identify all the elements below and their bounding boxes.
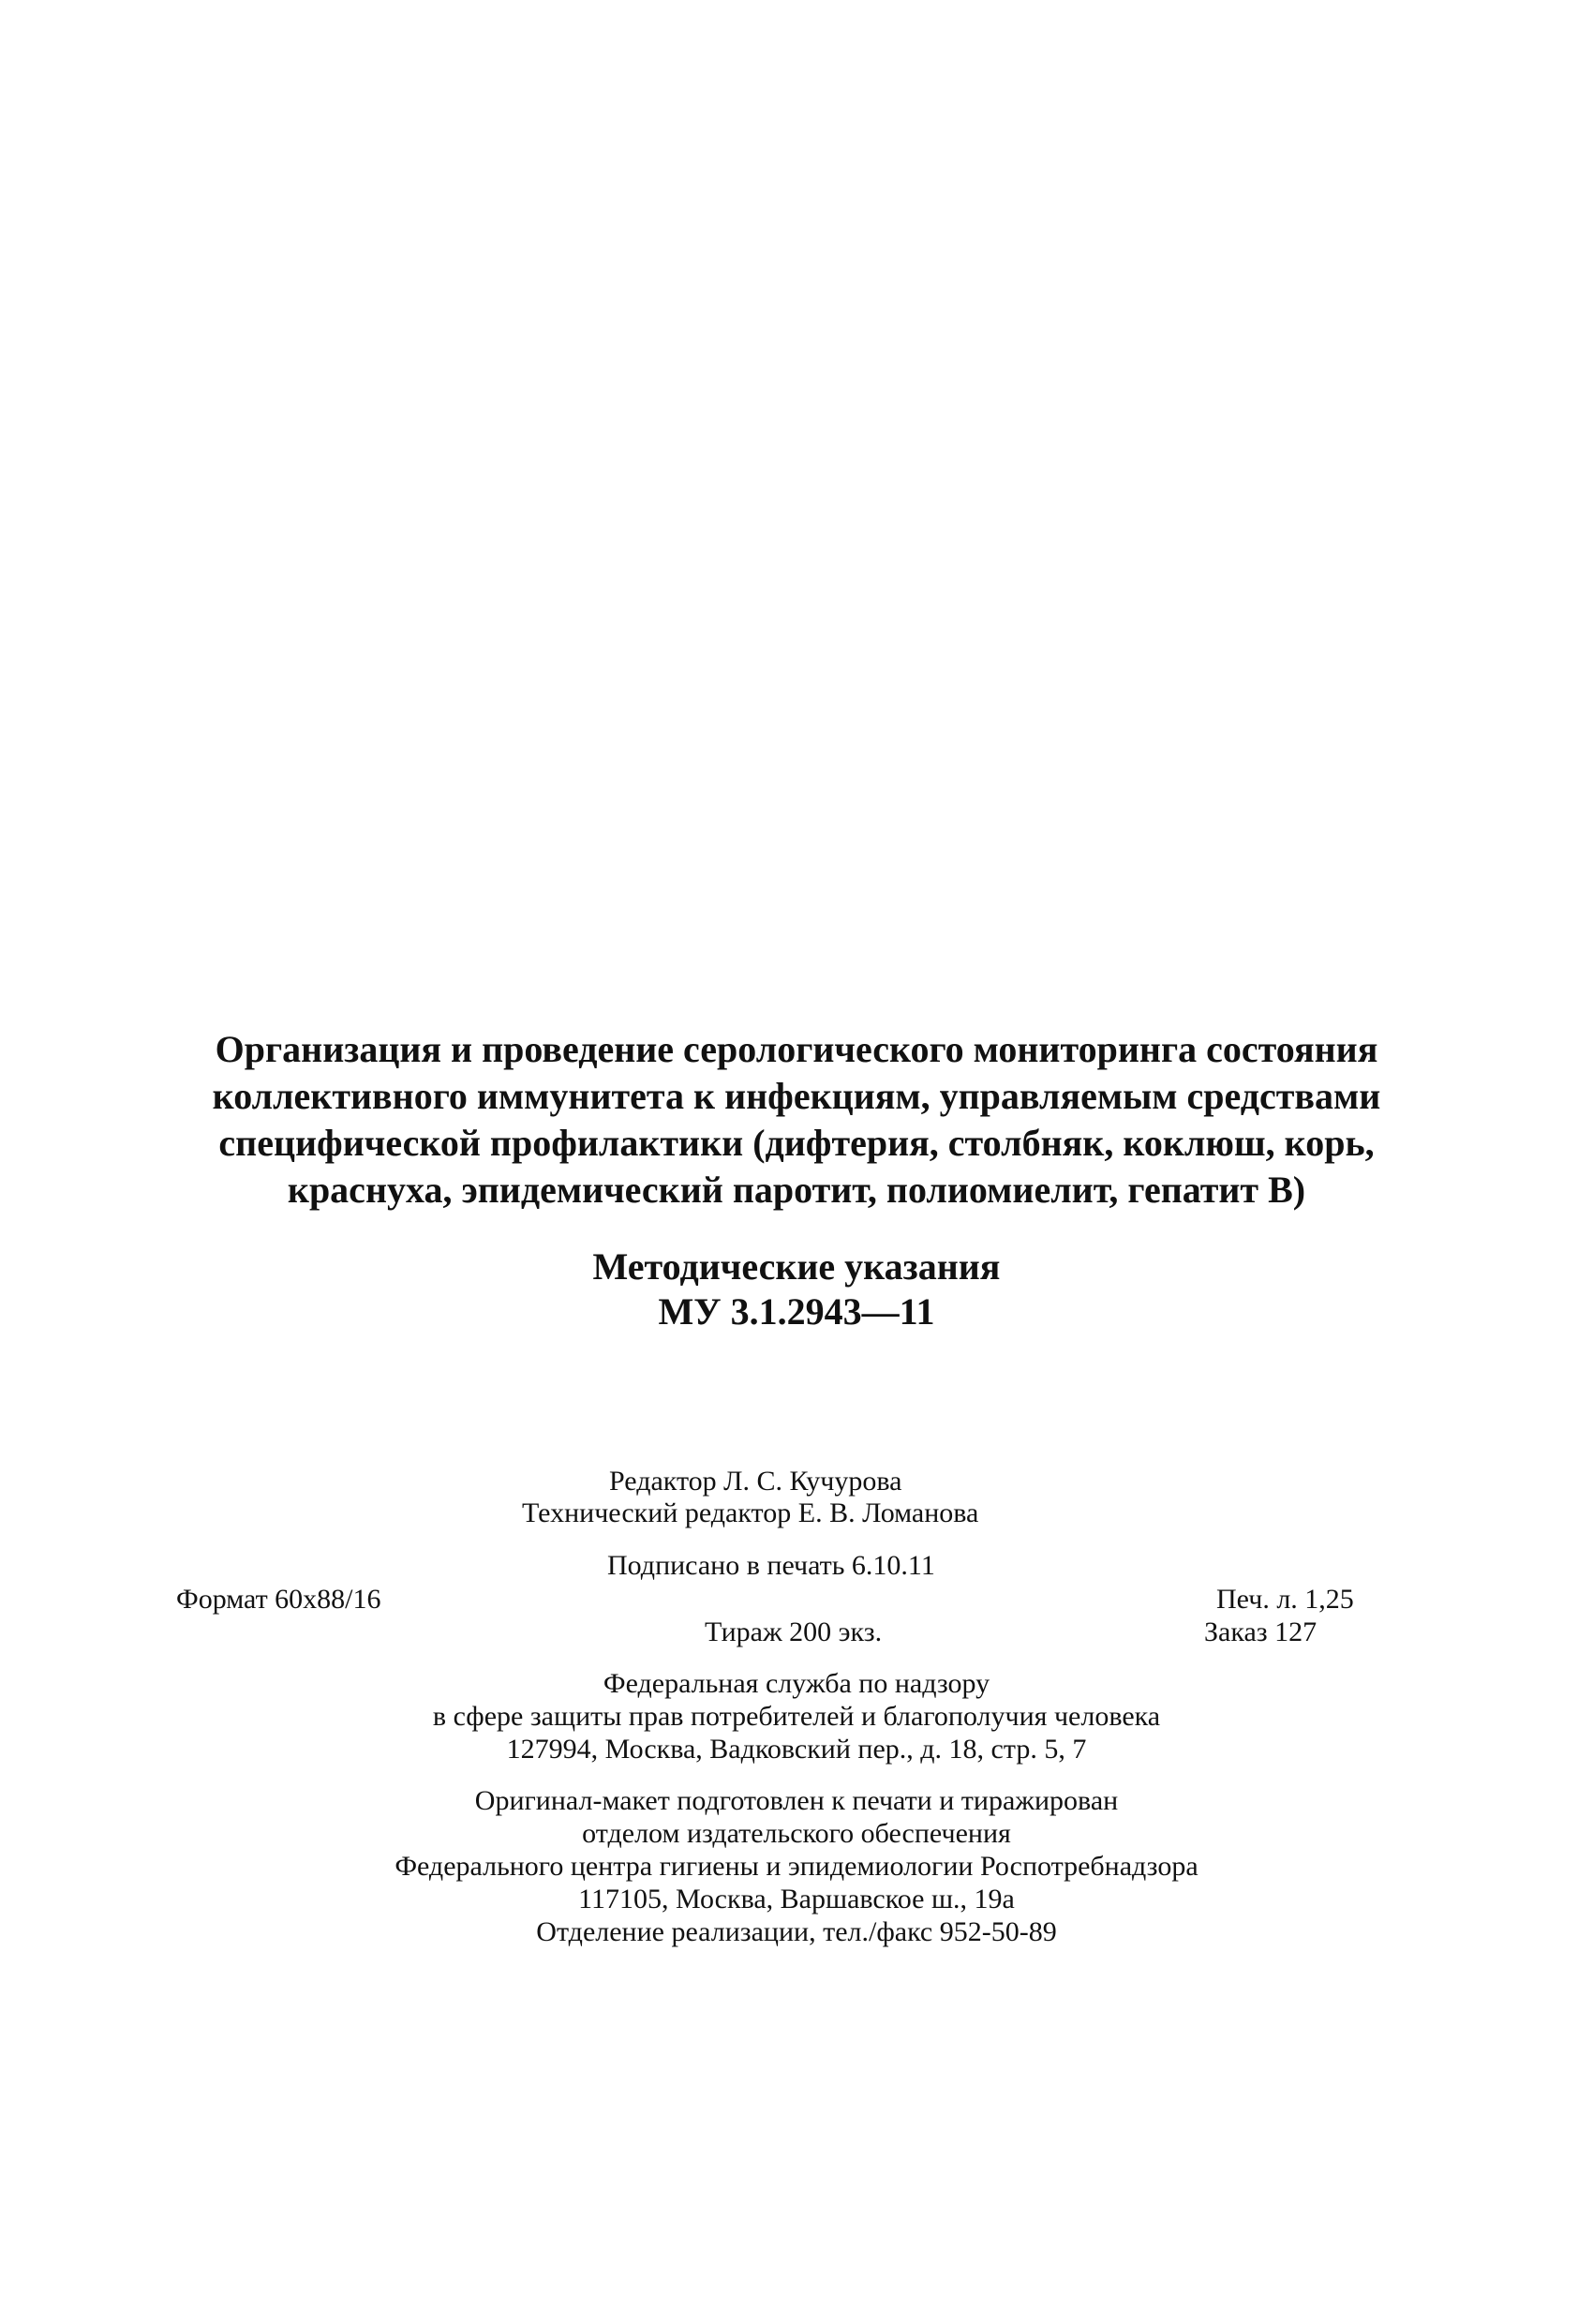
editor-line: Редактор Л. С. Кучурова bbox=[609, 1466, 902, 1497]
title-line: Организация и проведение серологического мониторинга состояния bbox=[215, 1028, 1378, 1070]
publisher-line: Федеральная служба по надзору bbox=[603, 1668, 990, 1699]
order-line: Заказ 127 bbox=[1204, 1616, 1318, 1647]
producer-line: Федерального центра гигиены и эпидемиологии Роспотребнадзора bbox=[395, 1851, 1198, 1882]
publisher-block bbox=[141, 1667, 1452, 1765]
tech-editor-line: Технический редактор Е. В. Ломанова bbox=[522, 1497, 979, 1528]
format-line: Формат 60x88/16 bbox=[176, 1584, 381, 1615]
producer-line: Оригинал-макет подготовлен к печати и тиражирован bbox=[474, 1785, 1119, 1816]
producer-address: 117105, Москва, Варшавское ш., 19а bbox=[578, 1884, 1015, 1914]
print-run-line: Тираж 200 экз. bbox=[705, 1616, 883, 1647]
publisher-address: 127994, Москва, Вадковский пер., д. 18, стр. 5, 7 bbox=[506, 1734, 1087, 1765]
document-subtitle bbox=[141, 1244, 1452, 1334]
document-type: Методические указания bbox=[592, 1245, 1001, 1288]
title-line: коллективного иммунитета к инфекциям, управляемым средствами bbox=[212, 1075, 1381, 1117]
producer-block bbox=[141, 1784, 1452, 1948]
document-code: МУ 3.1.2943—11 bbox=[658, 1290, 935, 1333]
title-line: специфической профилактики (дифтерия, столбняк, коклюш, корь, bbox=[218, 1122, 1375, 1164]
signed-line: Подписано в печать 6.10.11 bbox=[607, 1550, 935, 1581]
document-title bbox=[141, 1026, 1452, 1214]
producer-contact: Отделение реализации, тел./факс 952-50-89 bbox=[536, 1916, 1057, 1947]
publisher-line: в сфере защиты прав потребителей и благополучия человека bbox=[432, 1701, 1161, 1732]
producer-line: отделом издательского обеспечения bbox=[582, 1818, 1011, 1849]
title-line: краснуха, эпидемический паротит, полиомиелит, гепатит В) bbox=[287, 1169, 1306, 1211]
sheets-line: Печ. л. 1,25 bbox=[1216, 1584, 1354, 1615]
